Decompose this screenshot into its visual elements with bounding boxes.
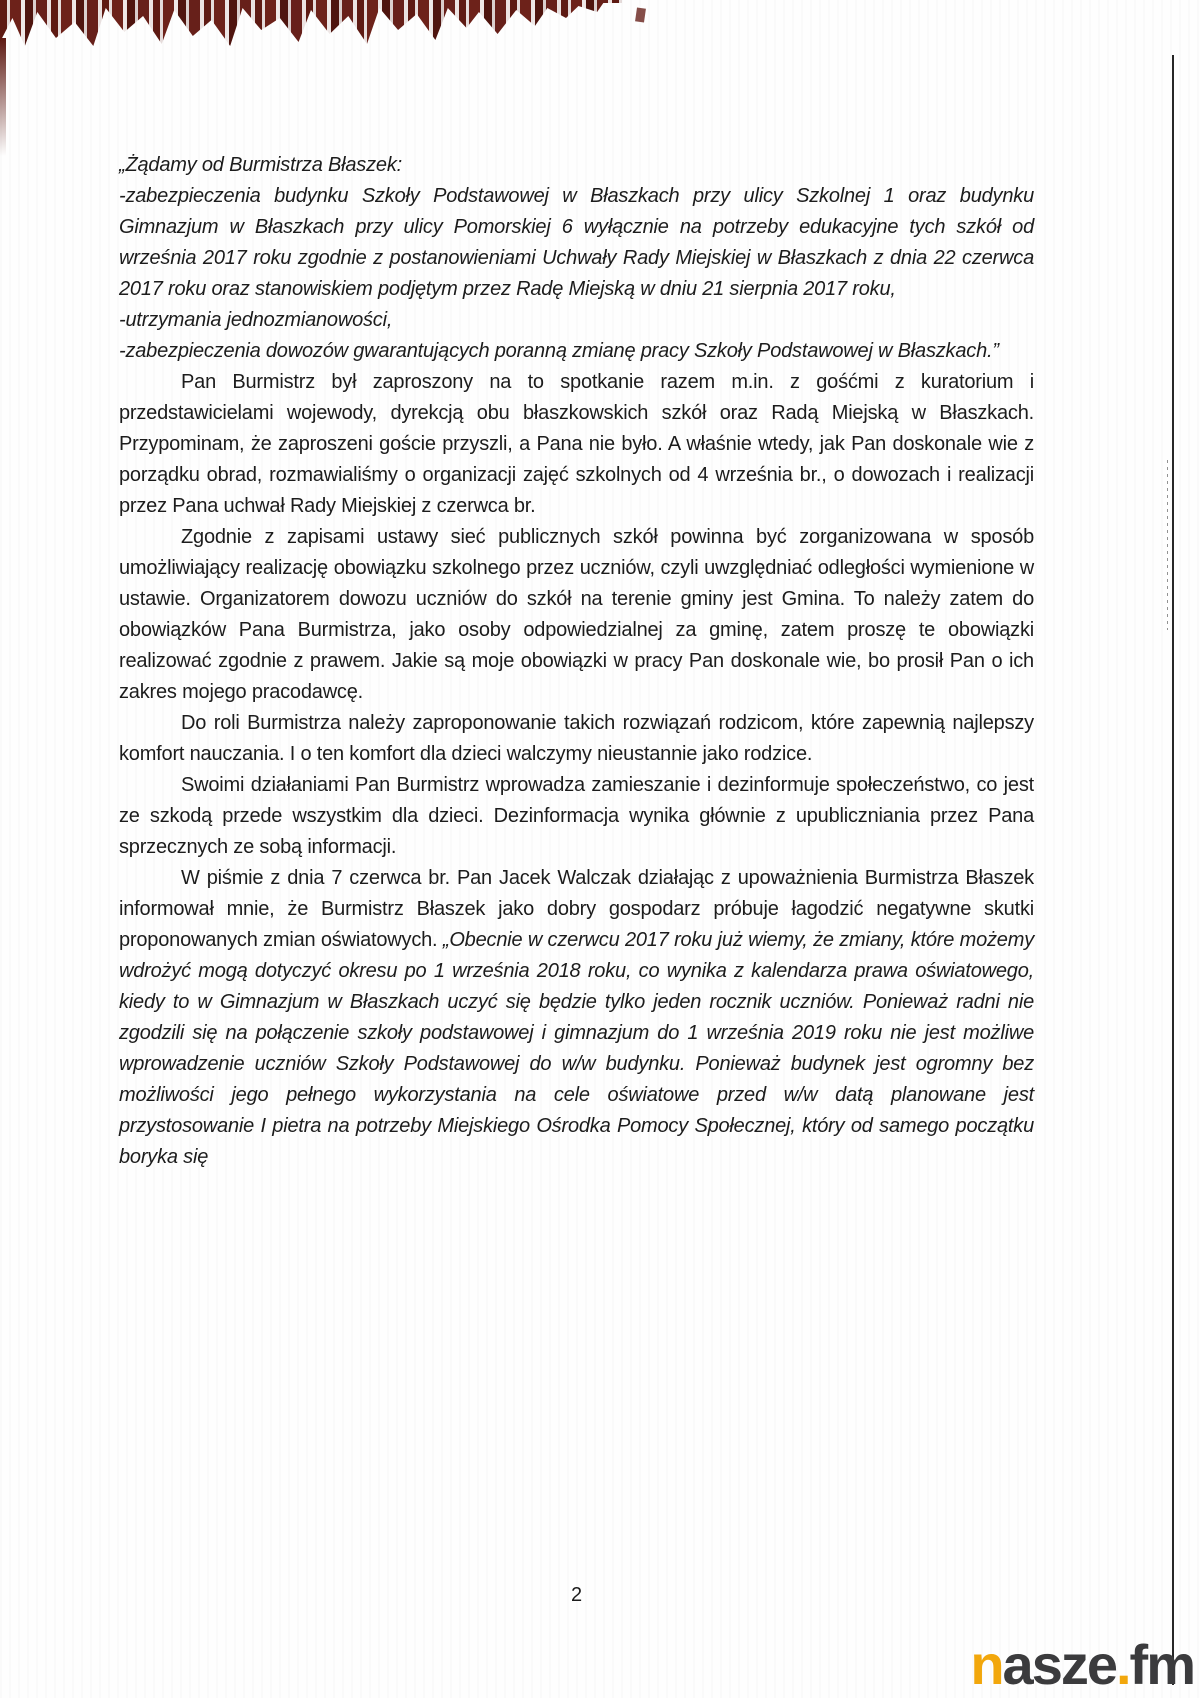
scan-artifact-vertical-line-ghost xyxy=(1167,460,1168,630)
nasze-fm-logo xyxy=(970,1632,1194,1697)
paragraph-meeting: Pan Burmistrz był zaproszony na to spotkanie razem m.in. z gośćmi z kuratorium i przedstawicielami wojewody, dyrekcją obu błaszkowskich szkół oraz Radą Miejską w Błaszkach. Przypominam, że zaproszeni goście przyszli, a Pana nie było. A właśnie wtedy, jak Pan doskonale wie z porządku obrad, rozmawialiśmy o organizacji zajęć szkolnych od 4 września br., o dowozach i realizacji przez Pana uchwał Rady Miejskiej z czerwca br. xyxy=(119,371,1034,517)
scan-artifact-speck xyxy=(635,7,646,22)
scan-artifact-left-edge xyxy=(0,38,6,156)
page-number: 2 xyxy=(570,1584,583,1606)
paragraph-walczak-letter-quote: „Obecnie w czerwcu 2017 roku już wiemy, że zmiany, które możemy wdrożyć mogą dotyczyć okresu po 1 września 2018 roku, co wynika z kalendarza prawa oświatowego, kiedy to w Gimnazjum w Błaszkach uczyć się będzie tylko jeden rocznik uczniów. Ponieważ radni nie zgodzili się na połączenie szkoły podstawowej i gimnazjum do 1 września 2019 roku nie jest możliwe wprowadzenie uczniów Szkoły Podstawowej do w/w budynku. Ponieważ budynek jest ogromny bez możliwości jego pełnego wykorzystania na cele oświatowe przed w/w datą planowane jest przystosowanie I pietra na potrzeby Miejskiego Ośrodka Pomocy Społecznej, który od samego początku boryka się xyxy=(119,929,1034,1168)
paragraph-mayor-role: Do roli Burmistrza należy zaproponowanie takich rozwiązań rodzicom, które zapewnią najlepszy komfort nauczania. I o ten komfort dla dzieci walczymy nieustannie jako rodzice. xyxy=(119,712,1034,765)
letter-body xyxy=(119,150,1034,1173)
nasze-fm-logo-dot: . xyxy=(1115,1633,1130,1696)
paragraph-school-network-law: Zgodnie z zapisami ustawy sieć publicznych szkół powinna być zorganizowana w sposób umożliwiający realizację obowiązku szkolnego przez uczniów, czyli uwzględniać odległości wymienione w ustawie. Organizatorem dowozu uczniów do szkół na terenie gminy jest Gmina. To należy zatem do obowiązków Pana Burmistrza, jako osoby odpowiedzialnej za gminę, zatem proszę te obowiązki realizować zgodnie z prawem. Jakie są moje obowiązki w pracy Pan doskonale wie, bo prosił Pan o ich zakres mojego pracodawcę. xyxy=(119,526,1034,703)
scan-artifact-top-edge xyxy=(0,0,622,46)
scan-artifact-vertical-line xyxy=(1172,55,1174,1685)
demand-item-transport: -zabezpieczenia dowozów gwarantujących poranną zmianę pracy Szkoły Podstawowej w Błaszkach.” xyxy=(119,340,999,362)
demand-item-buildings: -zabezpieczenia budynku Szkoły Podstawowej w Błaszkach przy ulicy Szkolnej 1 oraz budynku Gimnazjum w Błaszkach przy ulicy Pomorskiej 6 wyłącznie na potrzeby edukacyjne tych szkół od września 2017 roku zgodnie z postanowieniami Uchwały Rady Miejskiej w Błaszkach z dnia 22 czerwca 2017 roku oraz stanowiskiem podjętym przez Radę Miejską w dniu 21 sierpnia 2017 roku, xyxy=(119,185,1034,300)
nasze-fm-logo-n: n xyxy=(970,1633,1003,1696)
paragraph-walczak-letter-lead: W piśmie z dnia 7 czerwca br. Pan Jacek Walczak działając z upoważnienia Burmistrza Błaszek informował mnie, że Burmistrz Błaszek jako dobry gospodarz próbuje łagodzić negatywne skutki proponowanych zmian oświatowych. xyxy=(119,867,1034,951)
quoted-demands-heading: „Żądamy od Burmistrza Błaszek: xyxy=(119,154,402,176)
demand-item-single-shift: -utrzymania jednozmianowości, xyxy=(119,309,393,331)
nasze-fm-logo-asze: asze xyxy=(1002,1633,1116,1696)
nasze-fm-logo-fm: fm xyxy=(1129,1633,1194,1696)
paragraph-walczak-letter xyxy=(119,863,1034,1173)
paragraph-disinformation: Swoimi działaniami Pan Burmistrz wprowadza zamieszanie i dezinformuje społeczeństwo, co jest ze szkodą przede wszystkim dla dzieci. Dezinformacja wynika głównie z upubliczniania przez Pana sprzecznych ze sobą informacji. xyxy=(119,774,1034,858)
